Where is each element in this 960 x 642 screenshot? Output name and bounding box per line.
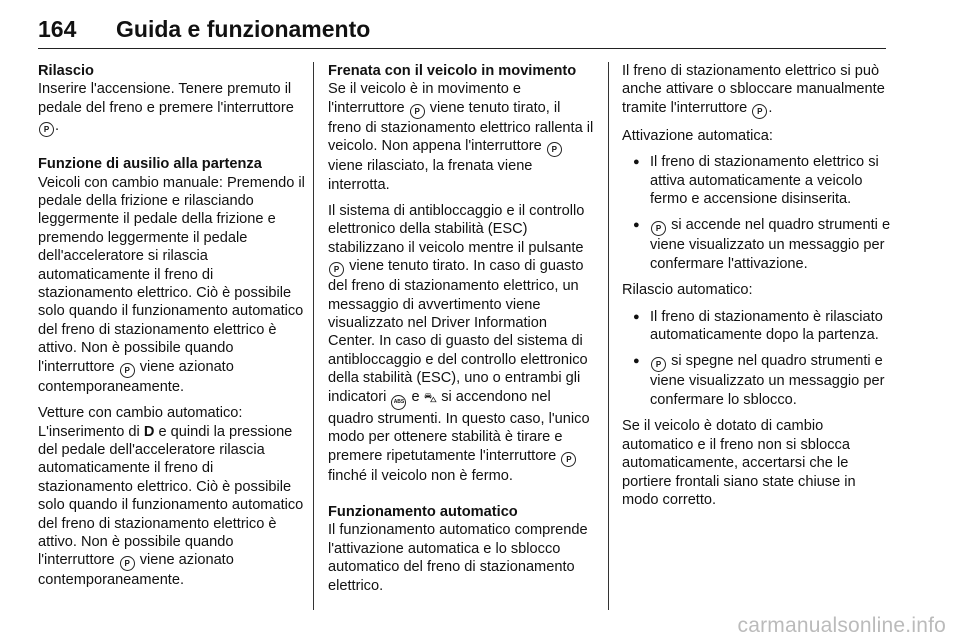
parking-brake-icon: P (120, 556, 135, 571)
text: si accende nel quadro strumenti e viene visualizzato un messaggio per confermare l'attivazione. (650, 217, 891, 272)
list-item: ● Il freno di stazionamento è rilasciato automaticamente dopo la partenza. (622, 308, 892, 345)
parking-brake-icon: P (651, 357, 666, 372)
text: viene azionato contemporaneamente. (38, 358, 234, 395)
text: Vetture con cambio automatico: L'inserimento di (38, 405, 243, 440)
bullet-list (622, 308, 892, 410)
paragraph: Attivazione automatica: (622, 127, 773, 144)
parking-brake-icon: P (651, 221, 666, 236)
text: . (768, 99, 773, 116)
paragraph (38, 80, 306, 137)
section-heading: Funzione di ausilio alla partenza (38, 156, 262, 173)
paragraph: Il funzionamento automatico comprende l'attivazione automatica e lo sblocco automatico del freno di stazionamento elettrico. (328, 522, 588, 594)
section-heading: Rilascio (38, 63, 94, 79)
text: Se il veicolo è in movimento e l'interruttore (328, 81, 522, 116)
column-right (622, 62, 892, 517)
page-title: Guida e funzionamento (116, 16, 371, 42)
column-divider (313, 62, 314, 610)
paragraph (38, 174, 306, 396)
section-heading: Funzionamento automatico (328, 503, 518, 520)
column-divider (608, 62, 609, 610)
text: finché il veicolo non è fermo. (328, 467, 513, 484)
list-item (622, 352, 892, 409)
parking-brake-icon: P (120, 363, 135, 378)
text: . (55, 118, 60, 135)
text: Il sistema di antibloccaggio e il controllo elettronico della stabilità (ESC) stabilizzano il veicolo mentre il pulsante (328, 203, 585, 256)
text: e (411, 388, 420, 405)
text: si spegne nel quadro strumenti e viene visualizzato un messaggio per confermare lo sblocco. (650, 353, 885, 408)
text: e quindi la pressione del pedale dell'acceleratore rilascia automaticamente il freno di stazionamento elettrico. Ciò è possibile solo quando il funzionamento automatico del freno di stazionamento elettrico è attivo. Non è possibile quando l'interruttore (38, 423, 304, 569)
paragraph (328, 80, 596, 194)
page-number: 164 (38, 16, 77, 42)
page-header (38, 10, 918, 54)
paragraph (622, 62, 892, 119)
text: viene rilasciato, la frenata viene interrotta. (328, 158, 533, 193)
text: Inserire l'accensione. Tenere premuto il pedale del freno e premere l'interruttore (38, 81, 294, 116)
gear-d-label: D (143, 423, 155, 440)
text: viene azionato contemporaneamente. (38, 552, 234, 589)
parking-brake-icon: P (752, 104, 767, 119)
text: viene tenuto tirato, il freno di stazionamento elettrico rallenta il veicolo. Non appena l'interruttore (328, 99, 594, 155)
column-left (38, 62, 306, 598)
text: Veicoli con cambio manuale: Premendo il pedale della frizione e rilasciando leggermente il pedale della frizione e premendo leggermente il pedale dell'acceleratore si rilascia automaticamente il freno di stazionamento elettrico. Ciò è possibile solo quando il funzionamento automatico del freno di stazionamento elettrico è attivo. Non è possibile quando l'interruttore (38, 174, 305, 375)
paragraph: Rilascio automatico: (622, 282, 753, 299)
bullet-list (622, 153, 892, 273)
list-item (622, 216, 892, 273)
parking-brake-icon: P (547, 142, 562, 157)
text: si accendono nel quadro strumenti. In questo caso, l'unico modo per ottenere stabilità è tirare e premere ripetutamente l'interruttore (328, 388, 590, 464)
abs-warning-icon: ABS (391, 395, 406, 410)
paragraph (38, 404, 306, 590)
parking-brake-icon: P (410, 104, 425, 119)
parking-brake-icon: P (329, 262, 344, 277)
paragraph: Se il veicolo è dotato di cambio automatico e il freno non si sblocca automaticamente, accertarsi che le portiere frontali siano state chiuse in modo corretto. (622, 418, 856, 508)
parking-brake-icon: P (561, 452, 576, 467)
paragraph (328, 202, 596, 485)
list-item: ● Il freno di stazionamento elettrico si attiva automaticamente a veicolo fermo e accensione disinserita. (622, 153, 892, 208)
watermark: carmanualsonline.info (737, 614, 946, 637)
text: viene tenuto tirato. In caso di guasto del freno di stazionamento elettrico, un messaggio di avvertimento viene visualizzato nel Driver Information Center. In caso di guasto del sistema di antibloccaggio e del controllo elettronico della stabilità (ESC), uno o entrambi gli indicatori (328, 258, 588, 405)
parking-brake-icon: P (39, 122, 54, 137)
text: Il freno di stazionamento elettrico si può anche attivare o sbloccare manualmente tramite l'interruttore (622, 63, 885, 116)
header-rule (38, 48, 886, 49)
column-middle (328, 62, 596, 603)
section-heading: Frenata con il veicolo in movimento (328, 63, 577, 79)
esc-warning-icon: ⛍ (423, 389, 438, 405)
